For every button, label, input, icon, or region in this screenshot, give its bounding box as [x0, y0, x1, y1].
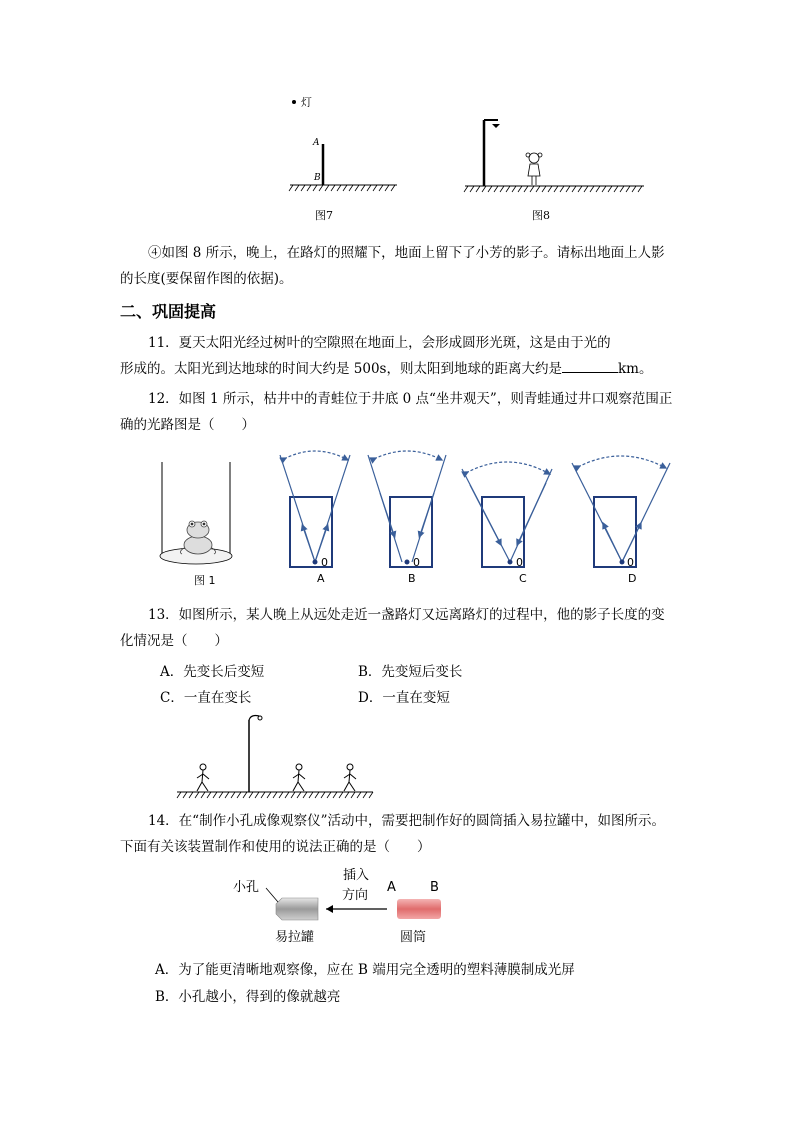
option-b-point-label: 0 [413, 556, 420, 569]
lamp-label: 灯 [301, 96, 312, 109]
figure-8 [462, 114, 647, 194]
insert-label-1: 插入 [343, 868, 370, 883]
q13-line1: 13．如图所示，某人晚上从远处走近一盏路灯又远离路灯的过程中，他的影子长度的变 [148, 607, 665, 623]
ground-hatch [464, 186, 642, 192]
option-a-point [313, 560, 318, 565]
ground-hatch [177, 792, 373, 798]
walking-person-3 [344, 764, 356, 791]
label-b: B [314, 173, 321, 183]
q11-line1: 11．夏天太阳光经过树叶的空隙照在地面上，会形成圆形光斑，这是由于光的 [148, 335, 611, 351]
q12-options-diagram [270, 445, 680, 570]
pinhole-label: 小孔 [233, 880, 260, 895]
q13-option-c[interactable]: C．一直在变长 [160, 690, 252, 706]
option-d-point-label: 0 [627, 556, 634, 569]
section-title: 二、巩固提高 [120, 302, 217, 321]
end-b-label: B [430, 880, 439, 895]
q13-line2: 化情况是（ ） [120, 633, 228, 649]
option-c-label[interactable]: C [519, 572, 527, 585]
girl-figure [526, 153, 542, 185]
option-b-diagram[interactable] [368, 451, 446, 567]
option-c-point [508, 560, 513, 565]
figure-7 [285, 92, 405, 192]
frog-icon [180, 521, 215, 554]
option-a-diagram[interactable] [280, 451, 350, 567]
option-c-diagram[interactable] [462, 462, 552, 567]
can-label: 易拉罐 [275, 930, 315, 945]
q13-option-b[interactable]: B．先变短后变长 [358, 664, 463, 680]
q12-fig1-well [158, 460, 238, 570]
can-icon [276, 898, 318, 920]
tube-label: 圆筒 [400, 930, 427, 945]
q14-line1: 14．在“制作小孔成像观察仪”活动中，需要把制作好的圆筒插入易拉罐中，如图所示。 [148, 813, 665, 829]
well-frog-diagram [158, 460, 238, 570]
option-d-point [620, 560, 625, 565]
q14-line2: 下面有关该装置制作和使用的说法正确的是（ ） [120, 839, 431, 855]
q13-option-d[interactable]: D．一直在变短 [358, 690, 450, 706]
option-b-point [405, 560, 410, 565]
end-a-label: A [387, 880, 396, 895]
q11-unit: km。 [618, 361, 653, 377]
option-d-label[interactable]: D [628, 572, 637, 585]
option-a-arc [284, 451, 346, 459]
pinhole-pointer [266, 888, 278, 902]
option-b-well [390, 497, 432, 567]
q13-option-a[interactable]: A．先变长后变短 [160, 664, 265, 680]
q11-line2-text: 形成的。太阳光到达地球的时间大约是 500s，则太阳到地球的距离大约是 [120, 361, 562, 377]
insert-arrowhead [326, 905, 333, 913]
insert-label-2: 方向 [342, 888, 369, 903]
street-lamp-head [258, 716, 262, 720]
q11-answer-blank[interactable] [562, 360, 618, 373]
q12-line1: 12．如图 1 所示，枯井中的青蛙位于井底 0 点“坐井观天”，则青蛙通过井口观察范围正 [148, 391, 673, 407]
figure-8-diagram [462, 114, 647, 194]
lamp-point [292, 100, 296, 104]
q14-option-a[interactable]: A．为了能更清晰地观察像，应在 B 端用完全透明的塑料薄膜制成光屏 [155, 962, 575, 978]
option-c-point-label: 0 [516, 556, 523, 569]
walking-person-2 [293, 764, 305, 791]
q12-fig1-caption: 图 1 [194, 574, 216, 587]
option-d-diagram[interactable] [572, 456, 670, 567]
tube-icon [397, 899, 441, 919]
q10-part4-line2: 的长度(要保留作图的依据)。 [120, 271, 293, 287]
walking-person-1 [197, 764, 209, 791]
option-a-point-label: 0 [321, 556, 328, 569]
label-a: A [313, 138, 320, 148]
q11-line2 [120, 356, 680, 382]
q14-option-b[interactable]: B．小孔越小，得到的像就越亮 [155, 989, 341, 1005]
street-lamp-head [492, 124, 500, 128]
option-a-label[interactable]: A [317, 572, 325, 585]
figure-8-caption: 图8 [532, 209, 550, 222]
ground-hatch [289, 185, 395, 191]
q14-figure [230, 862, 460, 952]
q12-line2: 确的光路图是（ ） [120, 417, 255, 433]
figure-7-caption: 图7 [315, 209, 333, 222]
q13-figure [175, 712, 375, 802]
option-b-label[interactable]: B [408, 572, 416, 585]
q10-part4-line1: ④如图 8 所示，晚上，在路灯的照耀下，地面上留下了小芳的影子。请标出地面上人影 [148, 245, 665, 261]
